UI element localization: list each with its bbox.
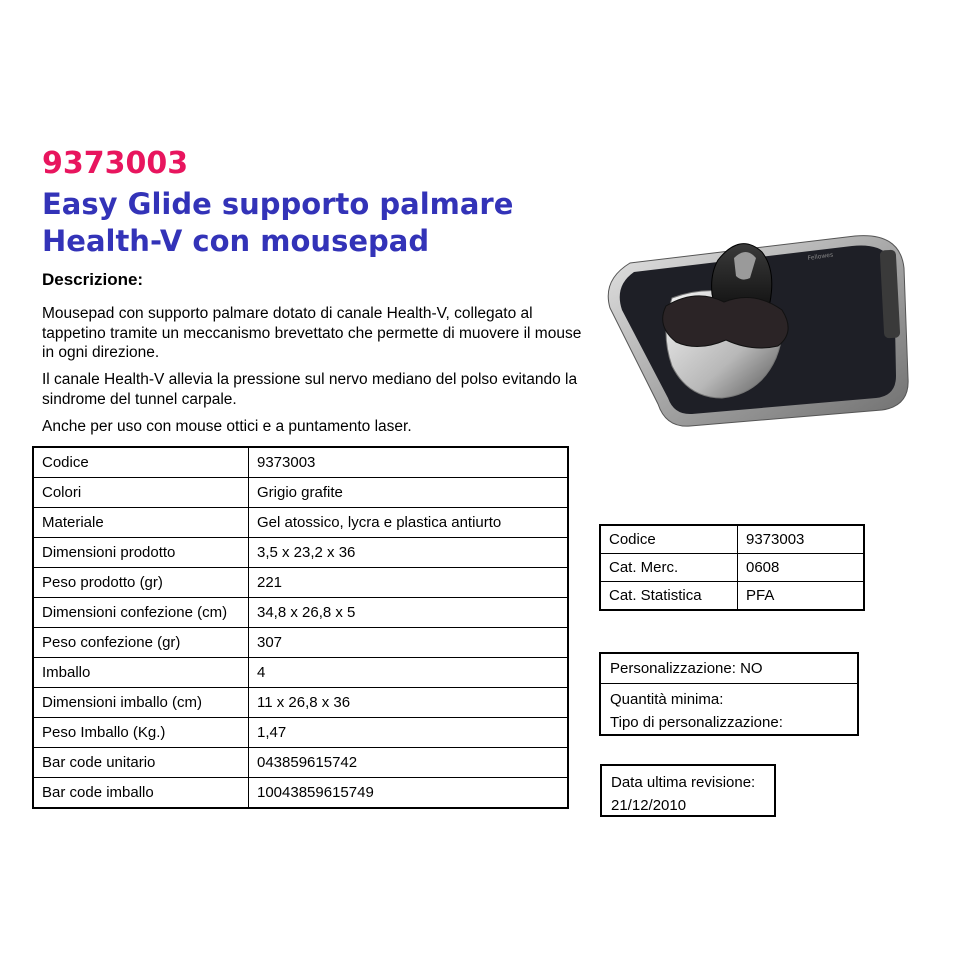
row-label: Peso Imballo (Kg.)	[33, 718, 249, 748]
table-row	[33, 688, 568, 718]
row-label: Materiale	[33, 508, 249, 538]
product-title-line2: Health-V con mousepad	[42, 224, 430, 258]
specs-table	[32, 446, 569, 809]
row-label: Bar code unitario	[33, 748, 249, 778]
row-label: Imballo	[33, 658, 249, 688]
row-value: 3,5 x 23,2 x 36	[249, 538, 569, 568]
table-row	[33, 568, 568, 598]
product-title-line1: Easy Glide supporto palmare	[42, 187, 514, 221]
table-row	[33, 478, 568, 508]
row-label: Dimensioni imballo (cm)	[33, 688, 249, 718]
mousepad-product-image	[600, 228, 920, 428]
table-row	[600, 582, 864, 611]
row-value: 10043859615749	[249, 778, 569, 809]
row-value: 11 x 26,8 x 36	[249, 688, 569, 718]
row-value: 9373003	[738, 525, 865, 554]
table-row	[33, 628, 568, 658]
personalization-type: Tipo di personalizzazione:	[610, 714, 783, 731]
row-label: Codice	[600, 525, 738, 554]
description-paragraph-2: Il canale Health-V allevia la pressione sul nervo mediano del polso evitando la sindrome del tunnel carpale.	[42, 371, 578, 408]
row-label: Cat. Merc.	[600, 554, 738, 582]
description-heading: Descrizione:	[42, 270, 144, 289]
product-title	[42, 186, 582, 260]
row-value: 1,47	[249, 718, 569, 748]
row-label: Colori	[33, 478, 249, 508]
personalization-details	[601, 684, 857, 734]
table-row	[33, 598, 568, 628]
minimum-quantity: Quantità minima:	[610, 691, 724, 708]
personalization-box	[599, 652, 859, 736]
row-value: 4	[249, 658, 569, 688]
row-value: 221	[249, 568, 569, 598]
row-value: 34,8 x 26,8 x 5	[249, 598, 569, 628]
row-label: Cat. Statistica	[600, 582, 738, 611]
row-value: 307	[249, 628, 569, 658]
description-paragraph-1: Mousepad con supporto palmare dotato di canale Health-V, collegato al tappetino tramite un meccanismo brevettato che permette di muovere il mouse in ogni direzione.	[42, 305, 582, 361]
row-label: Dimensioni confezione (cm)	[33, 598, 249, 628]
table-row	[33, 718, 568, 748]
revision-date: 21/12/2010	[611, 797, 687, 814]
revision-box	[600, 764, 776, 817]
row-value: 0608	[738, 554, 865, 582]
table-row	[33, 538, 568, 568]
description-paragraph-3: Anche per uso con mouse ottici e a puntamento laser.	[42, 418, 412, 435]
table-row	[33, 447, 568, 478]
row-label: Dimensioni prodotto	[33, 538, 249, 568]
row-label: Peso confezione (gr)	[33, 628, 249, 658]
table-row	[600, 525, 864, 554]
personalization-status: Personalizzazione: NO	[601, 654, 857, 684]
table-row	[33, 748, 568, 778]
row-label: Codice	[33, 447, 249, 478]
product-code: 9373003	[42, 146, 189, 181]
table-row	[600, 554, 864, 582]
row-label: Peso prodotto (gr)	[33, 568, 249, 598]
row-value: PFA	[738, 582, 865, 611]
revision-label: Data ultima revisione:	[611, 774, 756, 791]
table-row	[33, 508, 568, 538]
row-value: Gel atossico, lycra e plastica antiurto	[249, 508, 569, 538]
row-value: Grigio grafite	[249, 478, 569, 508]
table-row	[33, 658, 568, 688]
row-label: Bar code imballo	[33, 778, 249, 809]
table-row	[33, 778, 568, 809]
svg-text:Fellowes: Fellowes	[807, 251, 834, 262]
row-value: 9373003	[249, 447, 569, 478]
classification-table	[599, 524, 865, 611]
row-value: 043859615742	[249, 748, 569, 778]
